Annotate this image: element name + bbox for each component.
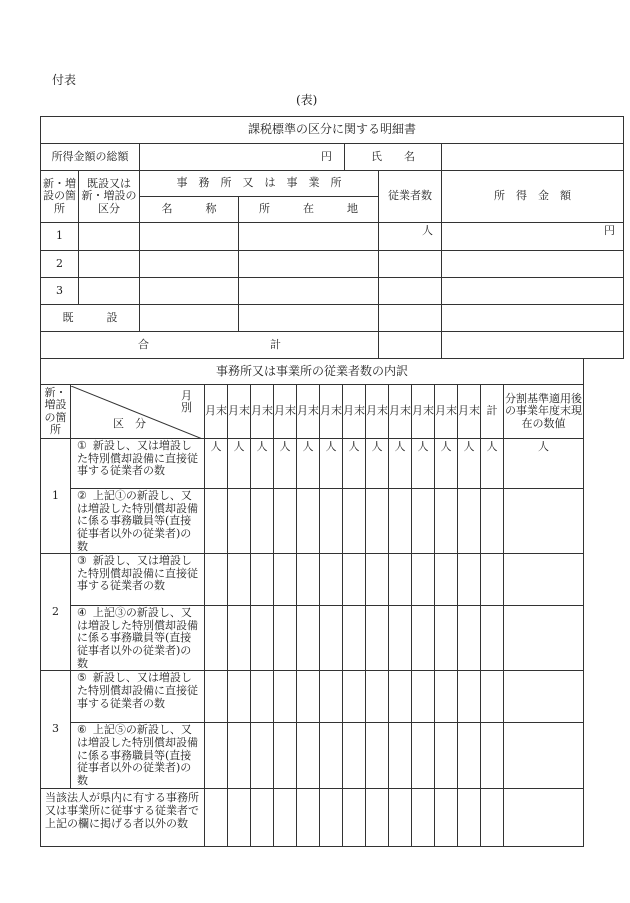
cell[interactable]: [239, 278, 379, 305]
people-unit[interactable]: 人: [412, 439, 435, 489]
cell[interactable]: [458, 671, 481, 723]
attachment-label: 付表: [52, 73, 77, 87]
item-text: 新設し、又は増設した特別償却設備に直接従事する従業者の数: [77, 671, 198, 710]
office-address-header: 所 在 地: [239, 197, 379, 223]
cell[interactable]: [251, 788, 274, 846]
cell[interactable]: [79, 223, 140, 251]
cell[interactable]: [251, 606, 274, 671]
page-subtitle: (表): [296, 93, 318, 107]
income-classification-table: [40, 116, 624, 359]
cell[interactable]: [320, 723, 343, 788]
cell[interactable]: [379, 305, 442, 332]
cell[interactable]: [481, 489, 504, 554]
cell[interactable]: [412, 554, 435, 606]
cell[interactable]: [205, 606, 228, 671]
month-header: 月末: [458, 385, 481, 439]
cell[interactable]: [228, 606, 251, 671]
item-number: ④: [77, 606, 87, 620]
item-text: 上記③の新設し、又は増設した特別償却設備に係る事務職員等(直接従事者以外の従業者)の数: [77, 606, 198, 670]
cell[interactable]: [481, 554, 504, 606]
row-number: 3: [41, 278, 79, 305]
new-location-header: 新・増設の箇所: [41, 171, 79, 223]
people-unit[interactable]: 人: [504, 439, 584, 489]
group-number: 3: [41, 671, 71, 788]
cell[interactable]: [412, 489, 435, 554]
cell[interactable]: [435, 554, 458, 606]
month-header: 月末: [274, 385, 297, 439]
office-name-header: 名 称: [140, 197, 239, 223]
cell[interactable]: [228, 489, 251, 554]
cell[interactable]: [79, 278, 140, 305]
month-header: 月末: [343, 385, 366, 439]
cell[interactable]: [389, 606, 412, 671]
month-header: 月末: [228, 385, 251, 439]
people-unit[interactable]: 人: [435, 439, 458, 489]
cell[interactable]: [320, 554, 343, 606]
cell[interactable]: [458, 788, 481, 846]
people-unit[interactable]: 人: [481, 439, 504, 489]
cell[interactable]: [442, 305, 624, 332]
income-amount-header: 所 得 金 額: [442, 171, 624, 223]
cell[interactable]: [435, 606, 458, 671]
office-header: 事 務 所 又 は 事 業 所: [140, 171, 379, 197]
cell[interactable]: [412, 723, 435, 788]
cell[interactable]: [343, 788, 366, 846]
total-income-yen-unit: 円: [140, 144, 345, 171]
row-number: 1: [41, 223, 79, 251]
cell[interactable]: [412, 606, 435, 671]
people-unit[interactable]: 人: [297, 439, 320, 489]
cell[interactable]: [504, 788, 584, 846]
table-row: [41, 723, 584, 788]
item-number: ⑥: [77, 723, 87, 737]
cell[interactable]: [140, 223, 239, 251]
cell[interactable]: [343, 606, 366, 671]
cell[interactable]: [239, 251, 379, 278]
people-unit[interactable]: 人: [274, 439, 297, 489]
people-unit: 人: [379, 223, 442, 251]
table2-title: 事務所又は事業所の従業者数の内訳: [41, 359, 584, 385]
kubun-item: [71, 671, 205, 723]
table-row: [41, 489, 584, 554]
cell[interactable]: [297, 554, 320, 606]
cell[interactable]: [297, 723, 320, 788]
cell[interactable]: [274, 723, 297, 788]
cell[interactable]: [435, 671, 458, 723]
cell[interactable]: [343, 671, 366, 723]
total-employees-cell[interactable]: [379, 332, 442, 359]
cell[interactable]: [140, 305, 239, 332]
cell[interactable]: [442, 251, 624, 278]
cell[interactable]: [228, 671, 251, 723]
people-unit[interactable]: 人: [205, 439, 228, 489]
cell[interactable]: [140, 251, 239, 278]
cell[interactable]: [442, 278, 624, 305]
cell[interactable]: [435, 723, 458, 788]
cell[interactable]: [320, 489, 343, 554]
cell[interactable]: [366, 554, 389, 606]
group-number: 2: [41, 554, 71, 671]
cell[interactable]: [379, 278, 442, 305]
cell[interactable]: [379, 251, 442, 278]
item-text: 上記①の新設し、又は増設した特別償却設備に係る事務職員等(直接従事者以外の従業者)の数: [77, 489, 198, 553]
people-unit[interactable]: 人: [366, 439, 389, 489]
people-unit[interactable]: 人: [389, 439, 412, 489]
row-number: 2: [41, 251, 79, 278]
cell[interactable]: [458, 723, 481, 788]
item-text: 新設し、又は増設した特別償却設備に直接従事する従業者の数: [77, 439, 198, 478]
group-number: 1: [41, 439, 71, 554]
table-row: [41, 606, 584, 671]
cell[interactable]: [239, 223, 379, 251]
employees-header: 従業者数: [379, 171, 442, 223]
kubun-item: [71, 554, 205, 606]
people-unit[interactable]: 人: [320, 439, 343, 489]
item-number: ①: [77, 439, 87, 452]
people-unit[interactable]: 人: [251, 439, 274, 489]
table-row: [41, 305, 624, 332]
yen-unit: 円: [442, 223, 624, 251]
name-value-field[interactable]: [442, 144, 624, 171]
cell[interactable]: [504, 554, 584, 606]
cell[interactable]: [412, 671, 435, 723]
table-row: [41, 251, 624, 278]
cell[interactable]: [274, 489, 297, 554]
cell[interactable]: [389, 723, 412, 788]
cell[interactable]: [251, 489, 274, 554]
month-header: 月末: [435, 385, 458, 439]
cell[interactable]: [435, 788, 458, 846]
cell[interactable]: [366, 606, 389, 671]
month-header: 月末: [320, 385, 343, 439]
total-income-cell[interactable]: [442, 332, 624, 359]
total-header: 計: [481, 385, 504, 439]
cell[interactable]: [251, 671, 274, 723]
cell[interactable]: [251, 723, 274, 788]
cell[interactable]: [79, 251, 140, 278]
cell[interactable]: [366, 788, 389, 846]
cell[interactable]: [343, 723, 366, 788]
cell[interactable]: [389, 554, 412, 606]
cell[interactable]: [504, 723, 584, 788]
cell[interactable]: [320, 606, 343, 671]
cell[interactable]: [297, 489, 320, 554]
total-income-label: 所得金額の総額: [41, 144, 140, 171]
employee-breakdown-table: [40, 358, 584, 847]
existing-or-new-header: 既設又は新・増設の区分: [79, 171, 140, 223]
table-row: [41, 332, 624, 359]
cell[interactable]: [239, 305, 379, 332]
cell[interactable]: [140, 278, 239, 305]
month-kubun-header: [71, 385, 205, 439]
cell[interactable]: [228, 788, 251, 846]
item-number: ⑤: [77, 671, 87, 685]
cell[interactable]: [412, 788, 435, 846]
cell[interactable]: [504, 606, 584, 671]
cell[interactable]: [274, 788, 297, 846]
people-unit[interactable]: 人: [343, 439, 366, 489]
people-unit[interactable]: 人: [458, 439, 481, 489]
table1-title: 課税標準の区分に関する明細書: [41, 117, 624, 144]
name-label: 氏 名: [345, 144, 442, 171]
month-header: 月末: [412, 385, 435, 439]
cell[interactable]: [504, 671, 584, 723]
cell[interactable]: [366, 723, 389, 788]
cell[interactable]: [320, 788, 343, 846]
apportionment-header: 分割基準適用後の事業年度末現在の数値: [504, 385, 584, 439]
cell[interactable]: [481, 788, 504, 846]
cell[interactable]: [481, 606, 504, 671]
item-text: 新設し、又は増設した特別償却設備に直接従事する従業者の数: [77, 554, 198, 593]
table-row: [41, 671, 584, 723]
cell[interactable]: [205, 723, 228, 788]
cell[interactable]: [458, 489, 481, 554]
item-number: ②: [77, 489, 87, 502]
cell[interactable]: [389, 671, 412, 723]
table-row: [41, 788, 584, 846]
kubun-item: [71, 489, 205, 554]
cell[interactable]: [481, 671, 504, 723]
kubun-item: [71, 606, 205, 671]
cell[interactable]: [274, 554, 297, 606]
other-employees-label: 当該法人が県内に有する事務所又は事業所に従事する従業者で上記の欄に掲げる者以外の数: [41, 788, 205, 846]
cell[interactable]: [343, 554, 366, 606]
cell[interactable]: [435, 489, 458, 554]
kubun-item: [71, 439, 205, 489]
cell[interactable]: [389, 489, 412, 554]
table-row: [41, 554, 584, 606]
cell[interactable]: [205, 489, 228, 554]
table-row: [41, 223, 624, 251]
month-header: 月末: [389, 385, 412, 439]
cell[interactable]: [320, 671, 343, 723]
cell[interactable]: [297, 671, 320, 723]
total-label: 合 計: [41, 332, 379, 359]
month-header: 月末: [366, 385, 389, 439]
cell[interactable]: [458, 606, 481, 671]
month-header: 月末: [297, 385, 320, 439]
cell[interactable]: [458, 554, 481, 606]
cell[interactable]: [343, 489, 366, 554]
cell[interactable]: [205, 554, 228, 606]
kubun-label: 区 分: [113, 416, 146, 430]
cell[interactable]: [228, 723, 251, 788]
item-text: 上記⑤の新設し、又は増設した特別償却設備に係る事務職員等(直接従事者以外の従業者)の数: [77, 723, 198, 787]
cell[interactable]: [366, 489, 389, 554]
cell[interactable]: [228, 554, 251, 606]
kubun-item: [71, 723, 205, 788]
item-number: ③: [77, 554, 87, 568]
existing-label: 既 設: [41, 305, 140, 332]
cell[interactable]: [389, 788, 412, 846]
cell[interactable]: [274, 606, 297, 671]
cell[interactable]: [205, 788, 228, 846]
table-row: [41, 439, 584, 489]
month-header: 月末: [205, 385, 228, 439]
cell[interactable]: [205, 671, 228, 723]
new-location-header: 新・増設の箇所: [41, 385, 71, 439]
cell[interactable]: [366, 671, 389, 723]
cell[interactable]: [297, 606, 320, 671]
month-header: 月末: [251, 385, 274, 439]
table-row: [41, 278, 624, 305]
people-unit[interactable]: 人: [228, 439, 251, 489]
cell[interactable]: [297, 788, 320, 846]
cell[interactable]: [251, 554, 274, 606]
cell[interactable]: [504, 489, 584, 554]
month-label: 月 別: [181, 388, 203, 415]
cell[interactable]: [481, 723, 504, 788]
cell[interactable]: [274, 671, 297, 723]
